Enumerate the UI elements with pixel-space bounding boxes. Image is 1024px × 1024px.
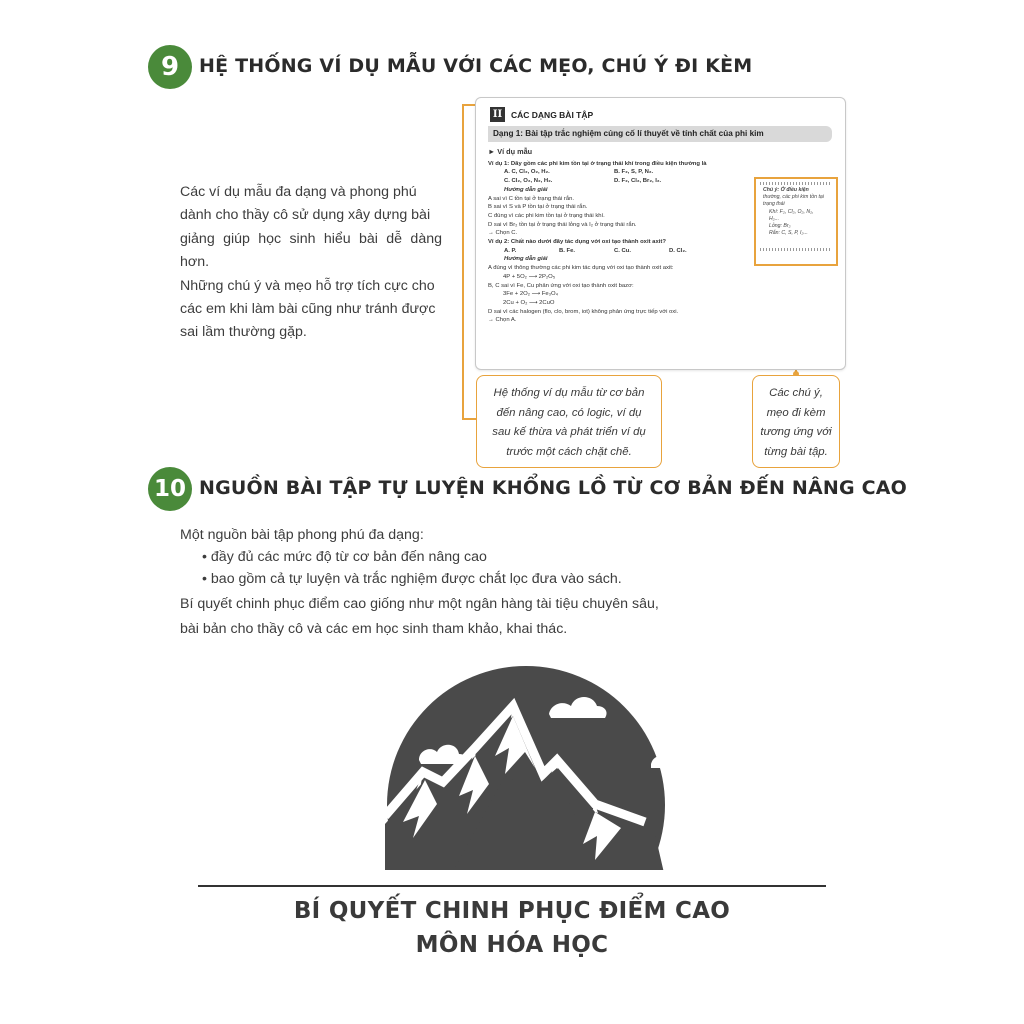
solution-line: B sai vì S và P tồn tại ở trạng thái rắn. <box>488 204 588 211</box>
callout-line: từng bài tập. <box>764 445 828 458</box>
callout-line: Các chú ý, <box>769 387 823 399</box>
part-number: II <box>490 107 505 122</box>
connector-line <box>462 418 476 420</box>
description-line: giảng giúp học sinh hiểu bài dễ dàng hơn. <box>180 230 442 271</box>
section-10-number: 10 <box>153 476 186 502</box>
description-line: Những chú ý và mẹo hỗ trợ tích cực cho <box>180 277 435 294</box>
option: A. C, Cl₂, O₂, H₂. <box>504 169 550 176</box>
solution-line: D sai vì các halogen (flo, clo, brom, iot) không phản ứng trực tiếp với oxi. <box>488 308 679 315</box>
option: D. F₂, Cl₂, Br₂, I₂. <box>614 178 662 185</box>
connector-line <box>462 104 476 106</box>
example-1-question: Ví dụ 1: Dãy gồm các phi kim tồn tại ở trạng thái khí trong điều kiện thường là <box>488 160 707 167</box>
callout-line: trước một cách chặt chẽ. <box>506 445 632 458</box>
answer-line: → Chọn A. <box>488 317 517 324</box>
section-9-number: 9 <box>160 52 180 82</box>
example-2-options <box>488 247 748 256</box>
description-line: sai lầm thường gặp. <box>180 324 307 341</box>
dashed-divider <box>760 182 832 185</box>
option: B. Fe. <box>559 247 576 254</box>
closing-line: Bí quyết chinh phục điểm cao giống như một ngân hàng tài tiệu chuyên sâu, <box>180 596 659 612</box>
part-title: CÁC DẠNG BÀI TẬP <box>511 109 594 120</box>
option: A. P. <box>504 247 517 254</box>
solution-line: A sai vì C tồn tại ở trạng thái rắn. <box>488 195 575 202</box>
solution-line: C đúng vì các phi kim tồn tại ở trạng thái khí. <box>488 212 605 219</box>
callout-line: mẹo đi kèm <box>766 406 826 419</box>
tip-note-box <box>754 177 838 266</box>
example-1-options-row-1 <box>488 168 748 177</box>
description-line: dành cho thầy cô sử dụng xây dựng bài <box>180 207 431 224</box>
type-title: Dạng 1: Bài tập trắc nghiệm củng cố lí thuyết về tính chất của phi kim <box>488 126 832 142</box>
option: D. Cl₂. <box>669 247 687 254</box>
option: C. Cl₂, O₂, N₂, H₂. <box>504 178 553 185</box>
solution-line: B, C sai vì Fe, Cu phản ứng với oxi tạo thành oxit bazơ: <box>488 282 634 289</box>
tip-note-text <box>763 187 835 237</box>
footer-title-line-1: BÍ QUYẾT CHINH PHỤC ĐIỂM CAO <box>293 898 731 924</box>
note-line: trạng thái <box>763 201 785 208</box>
example-1-options-row-2 <box>488 177 748 186</box>
mountain-logo-icon <box>385 664 667 894</box>
sample-body <box>488 148 748 325</box>
note-line: H₂... <box>769 215 780 222</box>
footer-divider <box>198 885 826 887</box>
section-10-body <box>180 524 659 640</box>
note-line: Lỏng: Br₂ <box>769 223 791 230</box>
section-10-badge <box>148 467 192 511</box>
note-line: Khí: F₂, Cl₂, O₂, N₂, <box>769 208 814 215</box>
callout-line: Hệ thống ví dụ mẫu từ cơ bản <box>493 387 645 399</box>
equation: 2Cu + O₂ ⟶ 2CuO <box>503 299 555 306</box>
solution-line: D sai vì Br₂ tồn tại ở trạng thái lỏng và I₂ ở trạng thái rắn. <box>488 221 637 228</box>
bullet-item: • đầy đủ các mức độ từ cơ bản đến nâng cao <box>202 549 487 565</box>
answer-line: → Chọn C. <box>488 230 518 237</box>
option: B. F₂, S, P, N₂. <box>614 169 654 176</box>
section-9-title: HỆ THỐNG VÍ DỤ MẪU VỚI CÁC MẸO, CHÚ Ý ĐI KÈM <box>199 55 753 77</box>
dashed-divider <box>760 248 832 251</box>
note-line: Chú ý: Ở điều kiện <box>763 187 809 193</box>
callout-line: đến nâng cao, có logic, ví dụ <box>496 406 642 419</box>
callout-line: tương ứng với <box>760 426 832 438</box>
equation: 3Fe + 2O₂ ⟶ Fe₃O₄ <box>503 291 558 298</box>
example-2-question: Ví dụ 2: Chất nào dưới đây tác dụng với oxi tạo thành oxit axit? <box>488 239 666 246</box>
closing-line: bài bản cho thầy cô và các em học sinh tham khảo, khai thác. <box>180 621 568 637</box>
connector-line <box>462 104 464 418</box>
guide-label: Hướng dẫn giải <box>504 256 548 263</box>
callout-line: sau kế thừa và phát triển ví dụ <box>492 426 646 438</box>
section-10-title: NGUỒN BÀI TẬP TỰ LUYỆN KHỔNG LỒ TỪ CƠ BẢN ĐẾN NÂNG CAO <box>199 477 908 499</box>
section-9-description <box>180 181 442 345</box>
footer-title-line-2: MÔN HÓA HỌC <box>415 932 609 958</box>
bullet-item: • bao gồm cả tự luyện và trắc nghiệm được chắt lọc đưa vào sách. <box>202 571 622 587</box>
note-line: Rắn: C, S, P, I₂... <box>769 230 808 237</box>
guide-label: Hướng dẫn giải <box>504 186 548 193</box>
description-line: các em khi làm bài cũng như tránh được <box>180 301 436 318</box>
section-9-badge <box>148 45 192 89</box>
callout-tips <box>752 375 840 468</box>
examples-heading: ► Ví dụ mẫu <box>488 147 533 156</box>
solution-line: A đúng vì thông thường các phi kim tác dụng với oxi tạo thành oxit axit: <box>488 265 674 272</box>
part-header <box>490 107 593 122</box>
note-line: thường, các phi kim tồn tại <box>763 194 824 201</box>
callout-examples <box>476 375 662 468</box>
equation: 4P + 5O₂ ⟶ 2P₂O₅ <box>503 273 556 280</box>
description-line: Các ví dụ mẫu đa dạng và phong phú <box>180 184 417 200</box>
option: C. Cu. <box>614 247 632 254</box>
intro-line: Một nguồn bài tập phong phú đa dạng: <box>180 527 424 543</box>
